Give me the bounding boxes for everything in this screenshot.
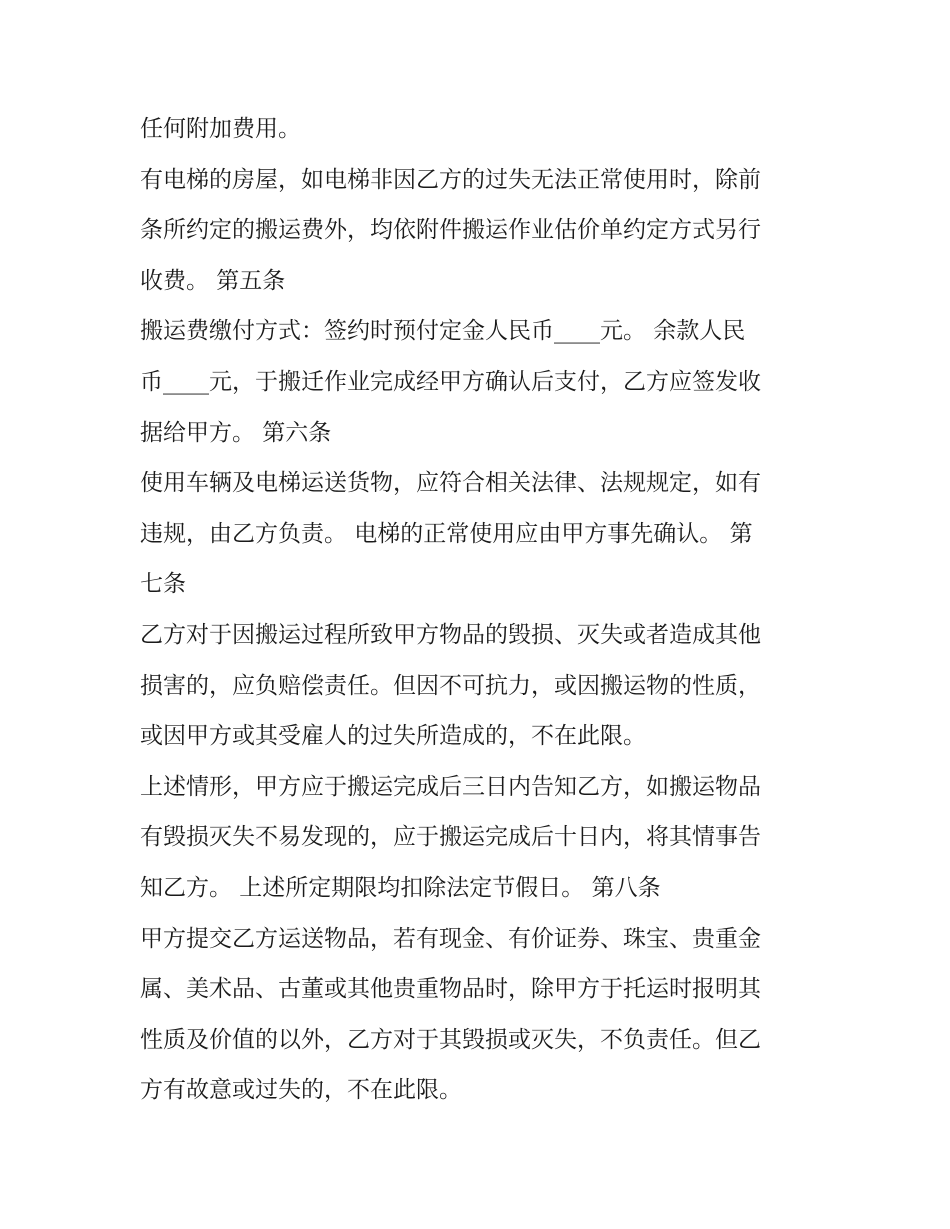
text-line: 方有故意或过失的，不在此限。 xyxy=(140,1077,462,1104)
text-line: 搬运费缴付方式：签约时预付定金人民币____元。 余款人民 xyxy=(140,318,746,345)
text-line: 据给甲方。 第六条 xyxy=(140,419,332,446)
text-line: 使用车辆及电梯运送货物，应符合相关法律、法规规定，如有 xyxy=(140,470,761,497)
text-line: 或因甲方或其受雇人的过失所造成的，不在此限。 xyxy=(140,723,646,750)
text-line: 性质及价值的以外，乙方对于其毁损或灭失，不负责任。但乙 xyxy=(140,1026,761,1053)
text-line: 有电梯的房屋，如电梯非因乙方的过失无法正常使用时，除前 xyxy=(140,166,761,193)
text-line: 有毁损灭失不易发现的，应于搬运完成后十日内，将其情事告 xyxy=(140,824,761,851)
text-line: 收费。 第五条 xyxy=(140,267,286,294)
text-line: 损害的，应负赔偿责任。但因不可抗力，或因搬运物的性质， xyxy=(140,672,761,699)
text-line: 币____元，于搬迁作业完成经甲方确认后支付，乙方应签发收 xyxy=(140,368,761,395)
text-line: 违规，由乙方负责。 电梯的正常使用应由甲方事先确认。 第 xyxy=(140,520,753,547)
text-line: 七条 xyxy=(140,571,186,598)
text-line: 任何附加费用。 xyxy=(140,116,301,142)
document-body xyxy=(140,104,820,1116)
text-line: 上述情形，甲方应于搬运完成后三日内告知乙方，如搬运物品 xyxy=(140,773,761,800)
text-line: 乙方对于因搬运过程所致甲方物品的毁损、灭失或者造成其他 xyxy=(140,621,761,648)
text-line: 知乙方。 上述所定期限均扣除法定节假日。 第八条 xyxy=(140,874,661,901)
text-line: 属、美术品、古董或其他贵重物品时，除甲方于托运时报明其 xyxy=(140,976,761,1003)
text-line: 甲方提交乙方运送物品，若有现金、有价证券、珠宝、贵重金 xyxy=(140,925,761,952)
text-line: 条所约定的搬运费外，均依附件搬运作业估价单约定方式另行 xyxy=(140,217,761,244)
